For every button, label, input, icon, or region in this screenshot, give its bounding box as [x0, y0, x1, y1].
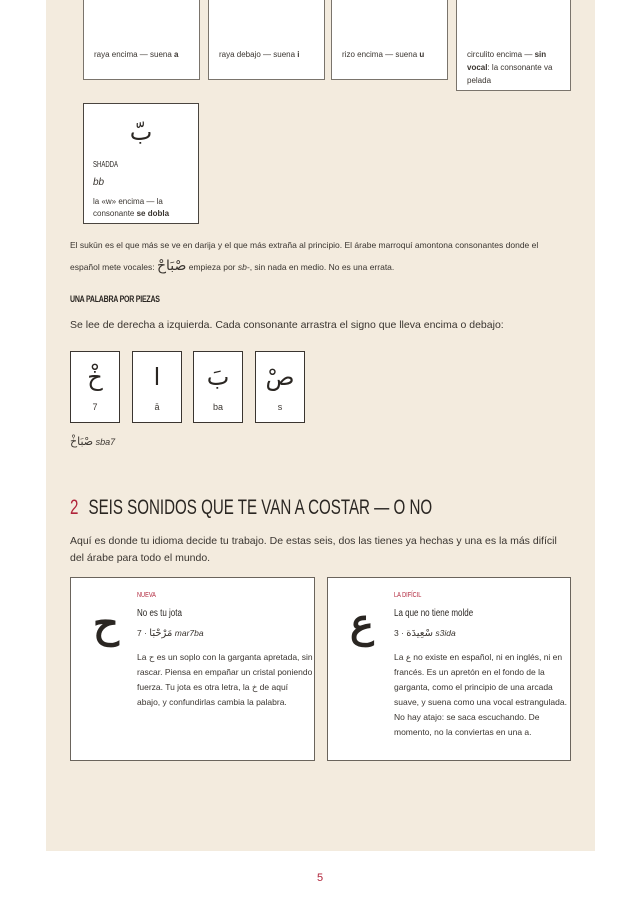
section-intro-line2: del árabe para todo el mundo. — [70, 552, 211, 564]
vowel-card-bold: sin vocal — [467, 50, 547, 72]
sukun-paragraph-line2 — [70, 258, 394, 274]
tile-glyph: ا — [153, 363, 161, 391]
tile-latin: s — [277, 402, 283, 412]
vowel-card-bold: a — [174, 50, 179, 59]
paragraph-italic: sb- — [237, 262, 250, 272]
letter-tile — [255, 351, 305, 423]
letter-tile — [132, 351, 182, 423]
letter-tile — [70, 351, 120, 423]
tile-latin: ba — [212, 402, 223, 412]
shadda-card — [83, 103, 199, 224]
vowel-card-text: raya debajo — suena — [219, 50, 298, 59]
sound-card-ayn — [327, 577, 571, 761]
sound-card-example — [394, 628, 456, 639]
shadda-desc-bold: se dobla — [136, 209, 170, 218]
example-arabic: سْعِيدَة — [406, 628, 434, 639]
vowel-card-damma — [331, 0, 448, 80]
example-latin: s3ida — [435, 628, 456, 638]
word-section-lead: Se lee de derecha a izquierda. Cada consonante arrastra el signo que lleva encima o debajo: — [70, 319, 504, 331]
example-number: 3 · — [394, 628, 404, 638]
vowel-card-bold: i — [297, 50, 300, 59]
tile-glyph: صْ — [265, 363, 295, 391]
section-intro-line1: Aquí es donde tu idioma decide tu trabajo. De estas seis, dos las tienes ya hechas y una es la más difícil — [70, 535, 557, 547]
sound-card-glyph: ح — [93, 600, 119, 647]
example-number: 7 · — [137, 628, 147, 638]
letter-tile — [193, 351, 243, 423]
sound-card-desc: La ح es un soplo con la garganta apretada, sin rascar. Piensa en empañar un cristal poniendo fuerza. Tu jota es otra letra, la خ de aquí abajo, y confundirlas cambia la palabra. — [137, 652, 313, 707]
page-number: 5 — [316, 872, 324, 884]
sound-card-name: La que no tiene molde — [394, 608, 474, 619]
word-section-label: UNA PALABRA POR PIEZAS — [70, 294, 160, 304]
vowel-card-text: circulito encima — — [467, 50, 535, 59]
shadda-glyph: بّ — [129, 118, 153, 146]
section-title: SEIS SONIDOS QUE TE VAN A COSTAR — O NO — [88, 496, 433, 519]
example-latin: mar7ba — [174, 628, 204, 638]
tile-glyph: خْ — [87, 363, 103, 391]
tile-glyph: بَ — [206, 363, 230, 391]
example-arabic: مَرْحْبَا — [149, 628, 173, 639]
word-result — [70, 435, 115, 448]
vowel-card-fatha — [83, 0, 200, 80]
vowel-card-bold: u — [419, 50, 425, 59]
vowel-card-sukun — [456, 0, 571, 91]
sound-card-name: No es tu jota — [137, 608, 182, 619]
sukun-paragraph-line1: El sukūn es el que más se ve en darija y el que más extraña al principio. El árabe marroquí amontona consonantes donde el — [70, 240, 539, 250]
shadda-desc-text: la «w» encima — la consonante — [93, 197, 163, 218]
paragraph-text: , sin nada en medio. No es una errata. — [249, 262, 395, 272]
paragraph-text: español mete vocales: — [70, 262, 157, 272]
tile-latin: 7 — [92, 402, 98, 412]
sound-card-example — [137, 628, 204, 639]
sound-card-tag: LA DIFÍCIL — [394, 592, 422, 599]
vowel-card-text: rizo encima — suena — [342, 50, 420, 59]
vowel-card-text-after: : la consonante va pelada — [467, 63, 553, 85]
shadda-desc — [93, 196, 188, 220]
tile-latin: ā — [154, 402, 160, 412]
sound-card-desc: La ع no existe en español, ni en inglés, ni en francés. Es un apretón en el fondo de la garganta, como el principio de una arcada suave, y suena como una vocal estrangulada. No hay atajo: se saca escuchando. De momento, no la conviertas en una a. — [394, 652, 567, 737]
sound-card-haa — [70, 577, 315, 761]
word-result-arabic: صْبَاخْ — [70, 435, 94, 448]
paragraph-text: empieza por — [186, 262, 238, 272]
word-result-latin: sba7 — [95, 437, 116, 447]
sound-card-glyph: ع — [350, 600, 374, 647]
sound-card-tag: NUEVA — [137, 592, 156, 599]
paragraph-arabic-word: صْبَاحْ — [156, 258, 187, 274]
shadda-name: SHADDA — [93, 160, 119, 169]
section-heading — [70, 496, 432, 520]
shadda-translit: bb — [93, 177, 105, 188]
section-number: 2 — [70, 496, 79, 519]
vowel-card-text: raya encima — suena — [94, 50, 175, 59]
vowel-card-kasra — [208, 0, 325, 80]
